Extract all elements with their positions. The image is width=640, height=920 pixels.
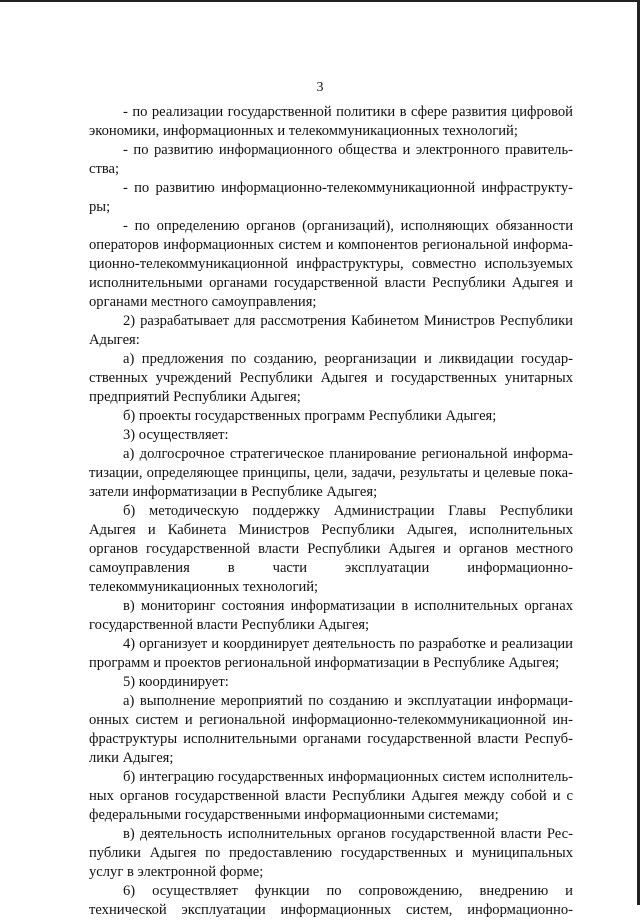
paragraph: б) интеграцию государственных информационных систем исполнительных органов государственной власти Республики Адыгея между собой и с федеральными государственными информационными системами; [89, 769, 573, 823]
paragraph: б) проекты государственных программ Республики Адыгея; [123, 408, 497, 424]
paragraph: - по развитию информационно-телекоммуникационной инфраструктуры; [89, 180, 573, 215]
scan-border-top [0, 0, 640, 2]
paragraph: - по реализации государственной политики в сфере развития цифровой экономики, информационных и телекоммуникационных технологий; [89, 104, 573, 139]
paragraph: а) долгосрочное стратегическое планирование региональной информатизации, определяющее принципы, цели, задачи, результаты и целевые показатели информатизации в Республике Адыгея; [89, 446, 573, 500]
paragraph: 3) осуществляет: [123, 427, 229, 443]
paragraph: 5) координирует: [123, 674, 229, 690]
paragraph: - по определению органов (организаций), исполняющих обязанности операторов информационных систем и компонентов региональной информационно-телекоммуникационной инфраструктуры, совместно используемых исполнительными органами государственной власти Республики Адыгея и органами местного самоуправления; [89, 218, 573, 310]
paragraph: в) деятельность исполнительных органов государственной власти Республики Адыгея по предоставлению государственных и муниципальных услуг в электронной форме; [89, 826, 573, 880]
paragraph: а) предложения по созданию, реорганизации и ликвидации государственных учреждений Республики Адыгея и государственных унитарных предприятий Республики Адыгея; [89, 351, 573, 405]
paragraph: а) выполнение мероприятий по созданию и эксплуатации информационных систем и региональной информационно-телекоммуникационной инфраструктуры исполнительными органами государственной власти Республики Адыгея; [89, 693, 573, 766]
document-body [89, 103, 573, 920]
paragraph: в) мониторинг состояния информатизации в исполнительных органах государственной власти Республики Адыгея; [89, 598, 573, 633]
page-number: 3 [316, 80, 324, 95]
paragraph: б) методическую поддержку Администрации Главы Республики Адыгея и Кабинета Министров Республики Адыгея, исполнительных органов государственной власти Республики Адыгея и органов местного самоуправления в части эксплуатации информационно-телекоммуникационных технологий; [89, 503, 573, 595]
paragraph: 6) осуществляет функции по сопровождению, внедрению и технической эксплуатации информационных систем, информационно- [89, 883, 573, 918]
paragraph: 4) организует и координирует деятельность по разработке и реализации программ и проектов региональной информатизации в Республике Адыгея; [89, 636, 573, 671]
paragraph: 2) разрабатывает для рассмотрения Кабинетом Министров Республики Адыгея: [89, 313, 573, 348]
paragraph: - по развитию информационного общества и электронного правительства; [89, 142, 573, 177]
